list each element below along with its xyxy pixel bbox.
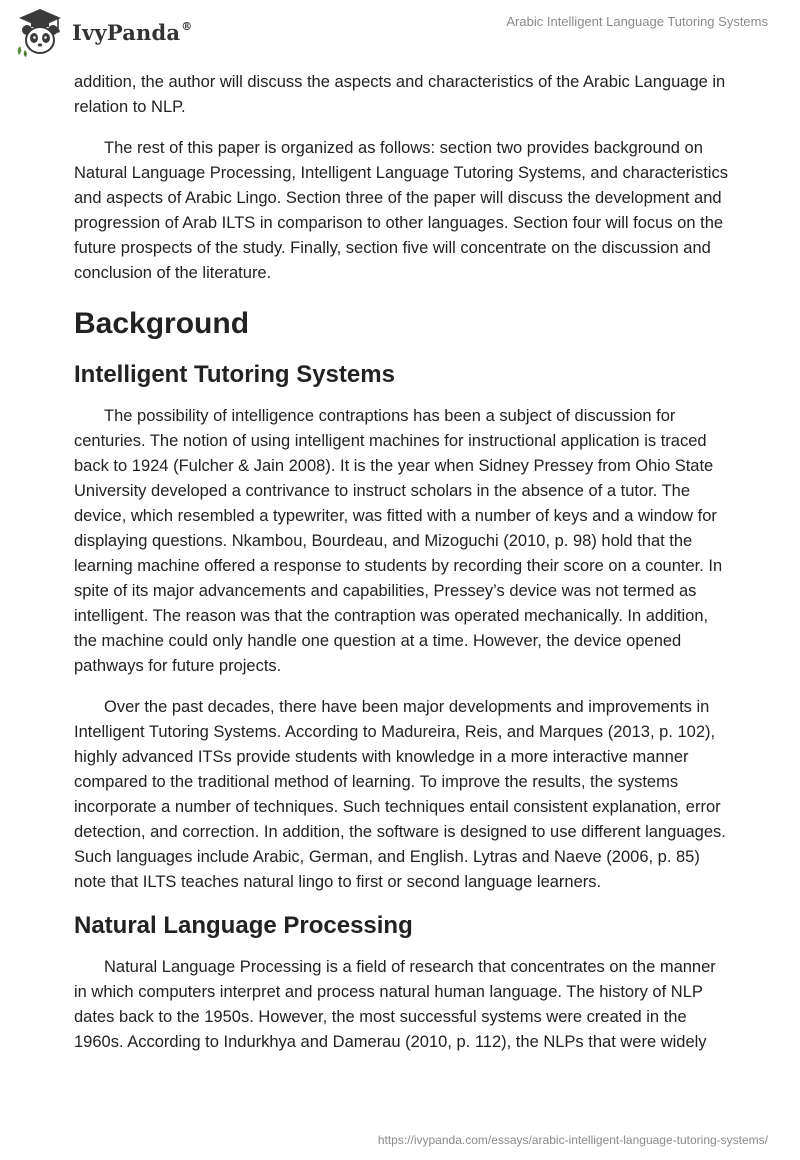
intro-paragraph: The rest of this paper is organized as follows: section two provides background on Natural Language Processing, Intelligent Language Tutoring Systems, and characteristics and aspects of Arabic Lingo. Section three of the paper will discuss the development and progression of Arab ILTS in comparison to other languages. Section four will focus on the future prospects of the study. Finally, section five will concentrate on the discussion and conclusion of the literature. xyxy=(74,139,728,282)
brand-name-text: IvyPanda xyxy=(72,19,181,45)
section-heading-background: Background xyxy=(74,307,250,340)
subsection-heading-its: Intelligent Tutoring Systems xyxy=(74,361,395,388)
intro-continuation: addition, the author will discuss the aspects and characteristics of the Arabic Language in relation to NLP. xyxy=(74,73,726,116)
running-title: Arabic Intelligent Language Tutoring Systems xyxy=(506,14,768,29)
registered-mark: ® xyxy=(181,19,193,33)
source-url[interactable]: https://ivypanda.com/essays/arabic-intelligent-language-tutoring-systems/ xyxy=(377,1133,768,1147)
subsection-heading-nlp: Natural Language Processing xyxy=(74,912,413,939)
nlp-paragraph-1: Natural Language Processing is a field of research that concentrates on the manner in which computers interpret and process natural human language. The history of NLP dates back to the 1950s. However, the most successful systems were created in the 1960s. According to Indurkhya and Damerau (2010, p. 112), the NLPs that were widely xyxy=(74,958,716,1051)
panda-logo-icon xyxy=(14,6,66,58)
essay-content xyxy=(74,70,730,1071)
brand-name xyxy=(72,20,192,45)
page-header xyxy=(0,0,800,64)
its-paragraph-1: The possibility of intelligence contraptions has been a subject of discussion for centuries. The notion of using intelligent machines for instructional application is traced back to 1924 (Fulcher & Jain 2008). It is the year when Sidney Pressey from Ohio State University developed a contrivance to instruct scholars in the absence of a tutor. The device, which resembled a typewriter, was fitted with a number of keys and a window for displaying questions. Nkambou, Bourdeau, and Mizoguchi (2010, p. 98) hold that the learning machine offered a response to students by recording their score on a counter. In spite of its major advancements and capabilities, Pressey’s device was not termed as intelligent. The reason was that the contraption was operated mechanically. In addition, the machine could only handle one question at a time. However, the device opened pathways for future projects. xyxy=(74,407,723,675)
its-paragraph-2: Over the past decades, there have been major developments and improvements in Intelligent Tutoring Systems. According to Madureira, Reis, and Marques (2013, p. 102), highly advanced ITSs provide students with knowledge in a more interactive manner compared to the traditional method of learning. To improve the results, the systems incorporate a number of techniques. Such techniques entail consistent explanation, error detection, and correction. In addition, the software is designed to use different languages. Such languages include Arabic, German, and English. Lytras and Naeve (2006, p. 85) note that ILTS teaches natural lingo to first or second language learners. xyxy=(74,698,726,891)
ivypanda-logo[interactable] xyxy=(14,6,192,58)
